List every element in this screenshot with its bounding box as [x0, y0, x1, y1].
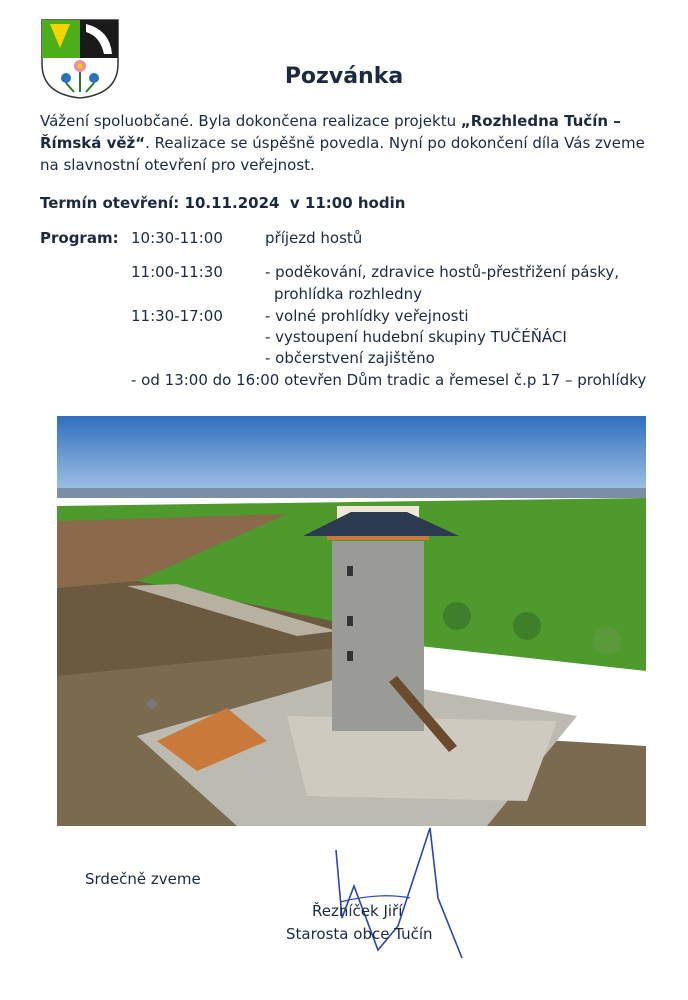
intro-text: Vážení spoluobčané. Byla dokončena realizace projektu [40, 112, 461, 130]
intro-paragraph [40, 110, 650, 176]
program-item: - poděkování, zdravice hostů-přestřižení pásky, [265, 263, 620, 281]
program-item: - občerstvení zajištěno [265, 349, 435, 367]
program-tail: - od 13:00 do 16:00 otevřen Dům tradic a řemesel č.p 17 – prohlídky [131, 371, 647, 389]
opening-date [40, 194, 405, 212]
opening-date-value: 10.11.2024 [184, 194, 280, 212]
tower-photo [57, 416, 646, 826]
project-name: „Rozhledna Tučín – Římská věž“ [40, 112, 621, 152]
program-item: - volné prohlídky veřejnosti [265, 307, 469, 325]
signatory-name: Řezníček Jiří [312, 902, 403, 920]
program-time: 11:00-11:30 [131, 263, 223, 281]
page-title: Pozvánka [284, 64, 404, 89]
program-time: 10:30-11:00 [131, 229, 223, 247]
program-time: 11:30-17:00 [131, 307, 223, 325]
opening-label: Termín otevření: [40, 194, 180, 212]
program-item: - vystoupení hudební skupiny TUČÉŇÁCI [265, 328, 567, 346]
signatory-role: Starosta obce Tučín [286, 925, 433, 943]
program-label: Program: [40, 229, 119, 247]
intro-text-continued: . Realizace se úspěšně povedla. Nyní po dokončení díla Vás zveme na slavnostní otevření pro veřejnost. [40, 134, 645, 174]
program-item: prohlídka rozhledny [274, 285, 422, 303]
opening-time: v 11:00 hodin [289, 194, 406, 212]
program-item: příjezd hostů [265, 229, 363, 247]
closing-text: Srdečně zveme [85, 870, 201, 888]
